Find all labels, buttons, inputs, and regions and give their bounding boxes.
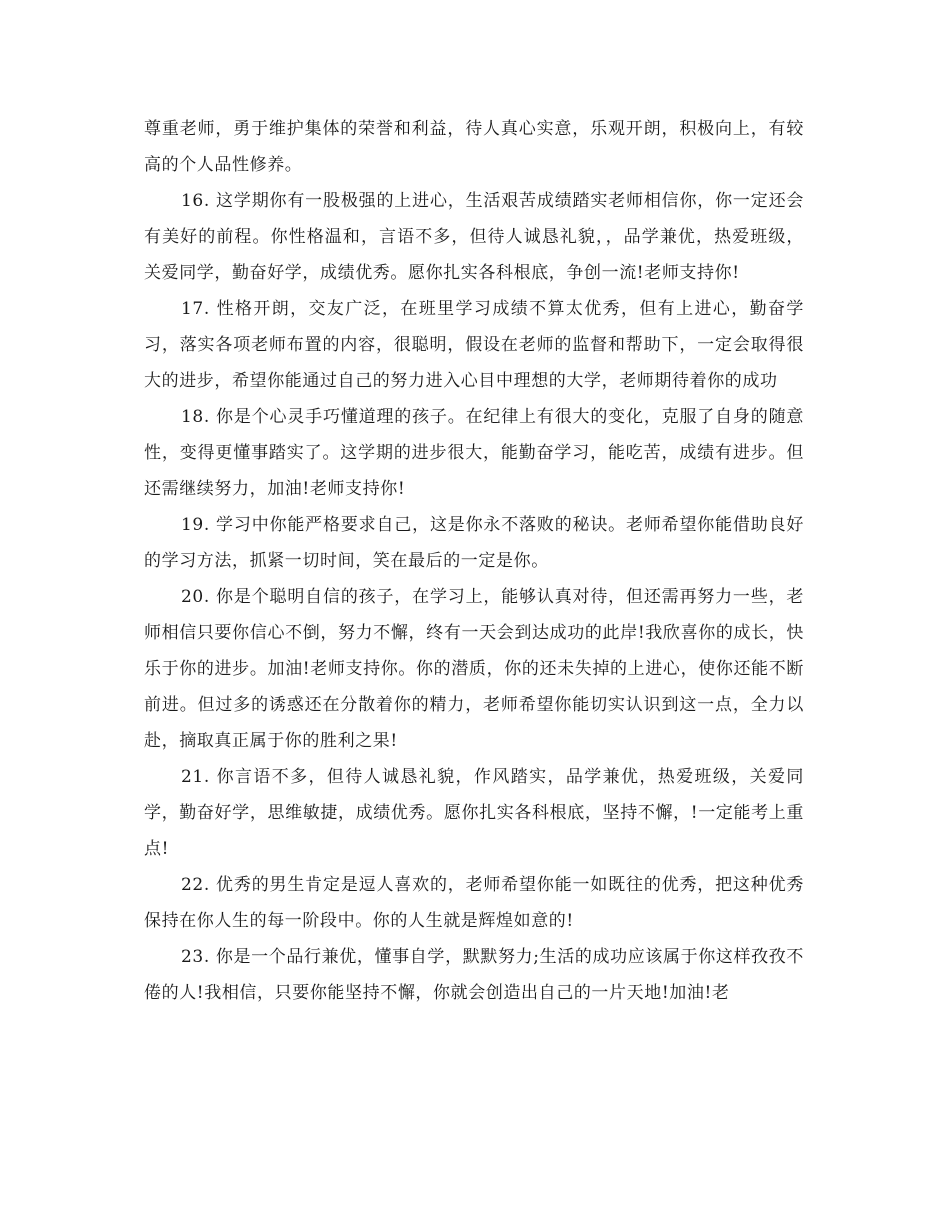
paragraph-22: 22. 优秀的男生肯定是逗人喜欢的，老师希望你能一如既往的优秀，把这种优秀保持在你人生的每一阶段中。你的人生就是辉煌如意的! (144, 875, 804, 931)
paragraph-16: 16. 这学期你有一股极强的上进心，生活艰苦成绩踏实老师相信你，你一定还会有美好的前程。你性格温和，言语不多，但待人诚恳礼貌，，品学兼优，热爱班级，关爱同学，勤奋好学，成绩优秀。愿你扎实各科根底，争创一流!老师支持你! (144, 191, 804, 283)
document-body (144, 111, 804, 1011)
paragraph-21: 21. 你言语不多，但待人诚恳礼貌，作风踏实，品学兼优，热爱班级，关爱同学，勤奋好学，思维敏捷，成绩优秀。愿你扎实各科根底，坚持不懈，!一定能考上重点! (144, 767, 804, 859)
paragraph-17: 17. 性格开朗，交友广泛，在班里学习成绩不算太优秀，但有上进心，勤奋学习，落实各项老师布置的内容，很聪明，假设在老师的监督和帮助下，一定会取得很大的进步，希望你能通过自己的努力进入心目中理想的大学，老师期待着你的成功 (144, 299, 804, 391)
paragraph-23: 23. 你是一个品行兼优，懂事自学，默默努力;生活的成功应该属于你这样孜孜不倦的人!我相信，只要你能坚持不懈，你就会创造出自己的一片天地!加油!老 (144, 947, 804, 1003)
paragraph-19: 19. 学习中你能严格要求自己，这是你永不落败的秘诀。老师希望你能借助良好的学习方法，抓紧一切时间，笑在最后的一定是你。 (144, 515, 804, 571)
paragraph-18: 18. 你是个心灵手巧懂道理的孩子。在纪律上有很大的变化，克服了自身的随意性，变得更懂事踏实了。这学期的进步很大，能勤奋学习，能吃苦，成绩有进步。但还需继续努力，加油!老师支持你! (144, 407, 804, 499)
paragraph-20: 20. 你是个聪明自信的孩子，在学习上，能够认真对待，但还需再努力一些，老师相信只要你信心不倒，努力不懈，终有一天会到达成功的此岸!我欣喜你的成长，快乐于你的进步。加油!老师支持你。你的潜质，你的还未失掉的上进心，使你还能不断前进。但过多的诱惑还在分散着你的精力，老师希望你能切实认识到这一点，全力以赴，摘取真正属于你的胜利之果! (144, 587, 804, 751)
paragraph-continuation: 尊重老师，勇于维护集体的荣誉和利益，待人真心实意，乐观开朗，积极向上，有较高的个人品性修养。 (144, 119, 804, 175)
